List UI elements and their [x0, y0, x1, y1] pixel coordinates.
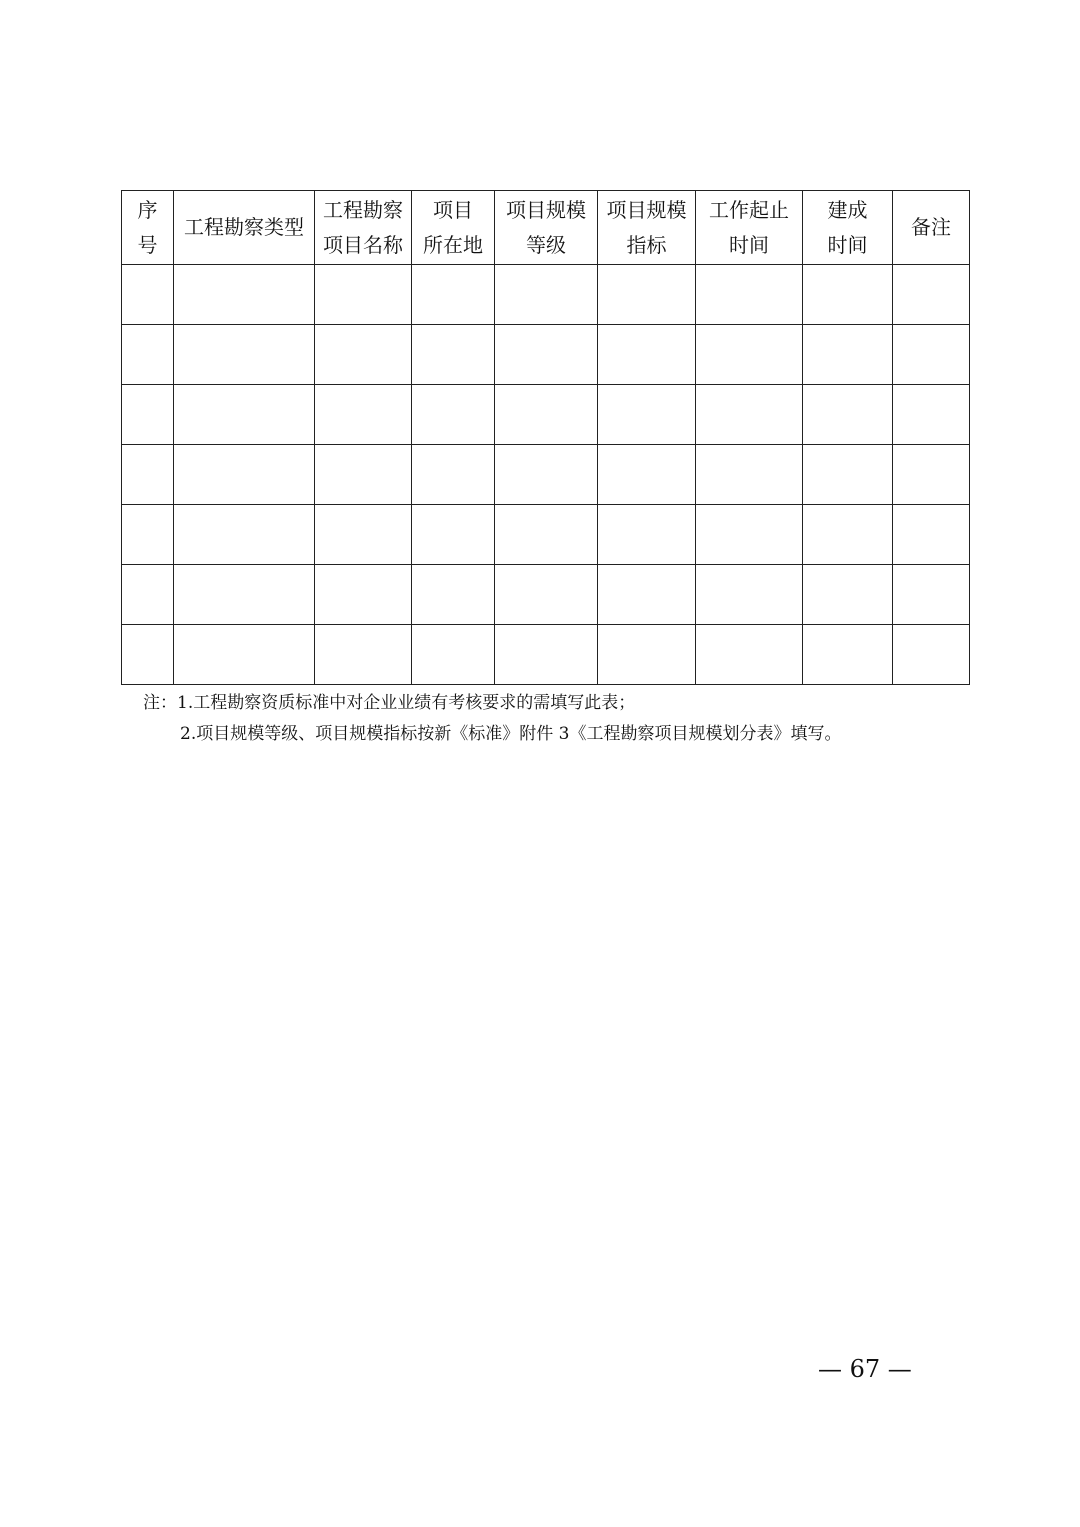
table-cell[interactable] — [598, 385, 696, 445]
table-cell[interactable] — [412, 625, 495, 685]
header-survey-type: 工程勘察类型 — [174, 191, 315, 265]
table-cell[interactable] — [495, 565, 598, 625]
table-cell[interactable] — [803, 265, 893, 325]
table-cell[interactable] — [893, 505, 970, 565]
table-row — [122, 565, 970, 625]
table-row — [122, 445, 970, 505]
header-work-period: 工作起止 时间 — [696, 191, 803, 265]
header-scale-indicator: 项目规模 指标 — [598, 191, 696, 265]
footnote-2: 2.项目规模等级、项目规模指标按新《标准》附件 3《工程勘察项目规模划分表》填写。 — [180, 724, 842, 744]
table-cell[interactable] — [315, 565, 412, 625]
table-cell[interactable] — [696, 325, 803, 385]
table-row — [122, 505, 970, 565]
table-cell[interactable] — [696, 265, 803, 325]
table-cell[interactable] — [315, 625, 412, 685]
table-cell[interactable] — [696, 445, 803, 505]
table-cell[interactable] — [174, 325, 315, 385]
table-cell[interactable] — [696, 565, 803, 625]
table-cell[interactable] — [412, 445, 495, 505]
header-completion-time: 建成 时间 — [803, 191, 893, 265]
table-cell[interactable] — [412, 265, 495, 325]
table-cell[interactable] — [122, 505, 174, 565]
table-cell[interactable] — [412, 565, 495, 625]
table-cell[interactable] — [315, 265, 412, 325]
table-cell[interactable] — [598, 325, 696, 385]
table-row — [122, 265, 970, 325]
table-cell[interactable] — [315, 325, 412, 385]
table-cell[interactable] — [893, 265, 970, 325]
table-cell[interactable] — [803, 565, 893, 625]
table-cell[interactable] — [598, 625, 696, 685]
table-cell[interactable] — [495, 625, 598, 685]
table-cell[interactable] — [174, 265, 315, 325]
performance-table — [121, 190, 970, 685]
table-cell[interactable] — [893, 625, 970, 685]
header-project-location: 项目 所在地 — [412, 191, 495, 265]
header-scale-grade: 项目规模 等级 — [495, 191, 598, 265]
table-cell[interactable] — [495, 385, 598, 445]
table-cell[interactable] — [893, 325, 970, 385]
table-cell[interactable] — [315, 445, 412, 505]
table-cell[interactable] — [122, 445, 174, 505]
table-cell[interactable] — [174, 505, 315, 565]
table-cell[interactable] — [803, 385, 893, 445]
header-remarks: 备注 — [893, 191, 970, 265]
table-cell[interactable] — [598, 265, 696, 325]
table-cell[interactable] — [412, 325, 495, 385]
table-cell[interactable] — [122, 325, 174, 385]
table-cell[interactable] — [696, 505, 803, 565]
table-cell[interactable] — [893, 445, 970, 505]
table-cell[interactable] — [495, 325, 598, 385]
table-cell[interactable] — [412, 505, 495, 565]
table-cell[interactable] — [803, 505, 893, 565]
header-serial-number: 序 号 — [122, 191, 174, 265]
table-cell[interactable] — [122, 565, 174, 625]
table-cell[interactable] — [315, 505, 412, 565]
footnote-1: 注：1.工程勘察资质标准中对企业业绩有考核要求的需填写此表； — [143, 693, 636, 713]
table-cell[interactable] — [803, 445, 893, 505]
table-cell[interactable] — [495, 445, 598, 505]
table-cell[interactable] — [598, 445, 696, 505]
page-number: — 67 — — [818, 1355, 912, 1383]
table-cell[interactable] — [122, 385, 174, 445]
table-cell[interactable] — [598, 565, 696, 625]
table-cell[interactable] — [495, 505, 598, 565]
table-row — [122, 625, 970, 685]
table-cell[interactable] — [598, 505, 696, 565]
table-cell[interactable] — [803, 325, 893, 385]
table-cell[interactable] — [696, 625, 803, 685]
table-body — [122, 265, 970, 685]
table-cell[interactable] — [893, 385, 970, 445]
table-cell[interactable] — [893, 565, 970, 625]
table-cell[interactable] — [803, 625, 893, 685]
table-cell[interactable] — [412, 385, 495, 445]
table-cell[interactable] — [495, 265, 598, 325]
table-cell[interactable] — [696, 385, 803, 445]
table-cell[interactable] — [122, 265, 174, 325]
table-cell[interactable] — [174, 445, 315, 505]
table-cell[interactable] — [174, 565, 315, 625]
table-cell[interactable] — [174, 385, 315, 445]
table-row — [122, 325, 970, 385]
table-cell[interactable] — [315, 385, 412, 445]
table-cell[interactable] — [122, 625, 174, 685]
table-header-row — [122, 191, 970, 265]
table-cell[interactable] — [174, 625, 315, 685]
table-row — [122, 385, 970, 445]
header-project-name: 工程勘察 项目名称 — [315, 191, 412, 265]
